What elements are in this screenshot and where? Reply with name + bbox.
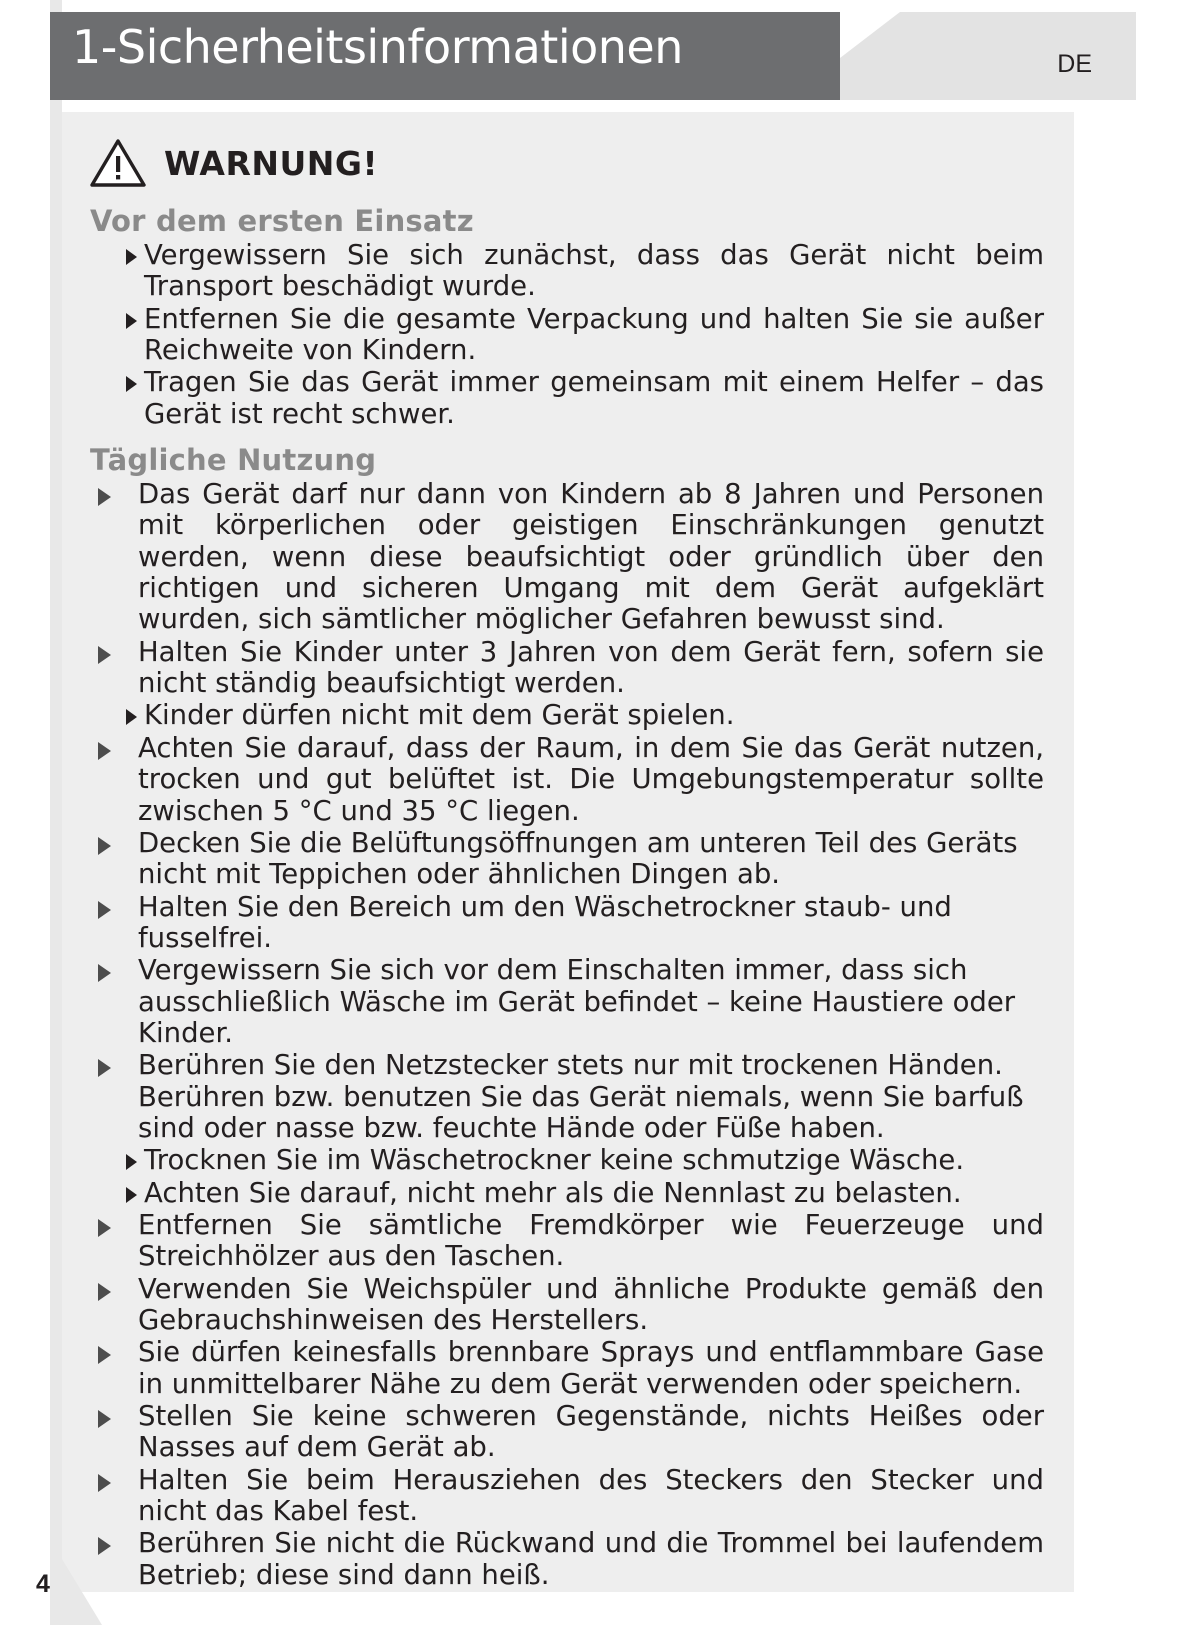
bullet-triangle-icon <box>126 709 137 725</box>
bullet-triangle-icon <box>98 1537 111 1555</box>
bullet-triangle-icon <box>98 964 111 982</box>
list-item-text: Kinder dürfen nicht mit dem Gerät spielen. <box>144 699 735 732</box>
list-item-text: Entfernen Sie die gesamte Verpackung und halten Sie sie außer Reichweite von Kindern. <box>144 302 1044 367</box>
list-item-text: Berühren Sie nicht die Rückwand und die Trommel bei laufendem Betrieb; diese sind dann heiß. <box>138 1527 1044 1591</box>
bullet-triangle-icon <box>126 249 137 265</box>
section-heading-1: Tägliche Nutzung <box>90 443 377 478</box>
bullet-triangle-icon <box>126 376 137 392</box>
list-item <box>90 1210 1044 1273</box>
section-heading-0: Vor dem ersten Einsatz <box>90 204 474 238</box>
list-item <box>90 304 1044 367</box>
bullet-triangle-icon <box>98 1474 111 1492</box>
bullet-triangle-icon <box>98 488 111 506</box>
list-item-text: Entfernen Sie sämtliche Fremdkörper wie Feuerzeuge und Streichhölzer aus den Taschen. <box>138 1208 1044 1273</box>
bullet-triangle-icon <box>98 1410 111 1428</box>
list-item-text: Sie dürfen keinesfalls brennbare Sprays und entflammbare Gase in unmittelbarer Nähe zu dem Gerät verwenden oder speichern. <box>138 1336 1044 1400</box>
corner-fold-decoration <box>62 1559 102 1625</box>
section-list-1 <box>62 479 1074 1591</box>
list-item-text: Stellen Sie keine schweren Gegenstände, nichts Heißes oder Nasses auf dem Gerät ab. <box>138 1400 1044 1464</box>
bullet-triangle-icon <box>126 313 137 329</box>
list-item <box>90 1274 1044 1337</box>
list-item <box>90 479 1044 636</box>
bullet-triangle-icon <box>126 1187 137 1203</box>
list-item <box>90 733 1044 827</box>
warning-triangle-icon <box>90 138 146 188</box>
bullet-triangle-icon <box>98 1219 111 1237</box>
section-list-0 <box>62 240 1074 430</box>
list-item <box>90 1401 1044 1464</box>
warning-header <box>62 112 1074 192</box>
list-item-text: Tragen Sie das Gerät immer gemeinsam mit einem Helfer – das Gerät ist recht schwer. <box>144 366 1044 430</box>
list-item <box>90 1528 1044 1591</box>
list-item-text: Achten Sie darauf, nicht mehr als die Nennlast zu belasten. <box>144 1176 962 1209</box>
chapter-title: 1-Sicherheitsinformationen <box>72 20 683 74</box>
page-header <box>50 12 1136 100</box>
left-margin-band <box>50 0 62 1625</box>
list-item <box>90 955 1044 1049</box>
bullet-triangle-icon <box>98 646 111 664</box>
list-item <box>90 1145 1044 1176</box>
list-item <box>90 1465 1044 1528</box>
list-item-text: Halten Sie beim Herausziehen des Steckers den Stecker und nicht das Kabel fest. <box>138 1463 1044 1528</box>
list-item-text: Decken Sie die Belüftungsöffnungen am unteren Teil des Geräts nicht mit Teppichen oder ähnlichen Dingen ab. <box>138 826 1018 891</box>
list-item <box>90 828 1044 891</box>
list-item-text: Vergewissern Sie sich vor dem Einschalten immer, dass sich ausschließlich Wäsche im Gerät befindet – keine Haustiere oder Kinder. <box>138 954 1016 1049</box>
bullet-triangle-icon <box>98 901 111 919</box>
content-panel <box>62 112 1074 1592</box>
list-item-text: Vergewissern Sie sich zunächst, dass das Gerät nicht beim Transport beschädigt wurde. <box>144 239 1044 303</box>
page-number: 4 <box>36 1570 50 1598</box>
list-item <box>90 240 1044 303</box>
list-item <box>90 1337 1044 1400</box>
list-item-text: Das Gerät darf nur dann von Kindern ab 8 Jahren und Personen mit körperlichen oder geistigen Einschränkungen genutzt werden, wenn diese beaufsichtigt oder gründlich über den richtigen und sicheren Umgang mit dem Gerät aufgeklärt wurden, sich sämtlicher möglicher Gefahren bewusst sind. <box>138 478 1044 636</box>
header-notch <box>840 12 900 58</box>
list-item <box>90 367 1044 430</box>
list-item <box>90 637 1044 700</box>
bullet-triangle-icon <box>98 1059 111 1077</box>
bullet-triangle-icon <box>98 1283 111 1301</box>
bullet-triangle-icon <box>98 1346 111 1364</box>
list-item-text: Trocknen Sie im Wäschetrockner keine schmutzige Wäsche. <box>144 1144 965 1177</box>
bullet-triangle-icon <box>98 742 111 760</box>
list-item <box>90 700 1044 731</box>
list-item-text: Verwenden Sie Weichspüler und ähnliche Produkte gemäß den Gebrauchshinweisen des Herstellers. <box>138 1272 1044 1336</box>
language-code: DE <box>1057 50 1092 78</box>
list-item-text: Berühren Sie den Netzstecker stets nur mit trockenen Händen. Berühren bzw. benutzen Sie das Gerät niemals, wenn Sie barfuß sind oder nasse bzw. feuchte Hände oder Füße haben. <box>138 1049 1024 1144</box>
warning-label: WARNUNG! <box>164 143 379 183</box>
list-item-text: Halten Sie Kinder unter 3 Jahren von dem Gerät fern, sofern sie nicht ständig beaufsichtigt werden. <box>138 635 1044 700</box>
list-item-text: Halten Sie den Bereich um den Wäschetrockner staub- und fusselfrei. <box>138 890 952 954</box>
list-item <box>90 892 1044 955</box>
list-item-text: Achten Sie darauf, dass der Raum, in dem Sie das Gerät nutzen, trocken und gut belüftet ist. Die Umgebungstemperatur sollte zwischen 5 °C und 35 °C liegen. <box>138 731 1044 827</box>
bullet-triangle-icon <box>98 837 111 855</box>
bullet-triangle-icon <box>126 1154 137 1170</box>
list-item <box>90 1178 1044 1209</box>
list-item <box>90 1050 1044 1144</box>
